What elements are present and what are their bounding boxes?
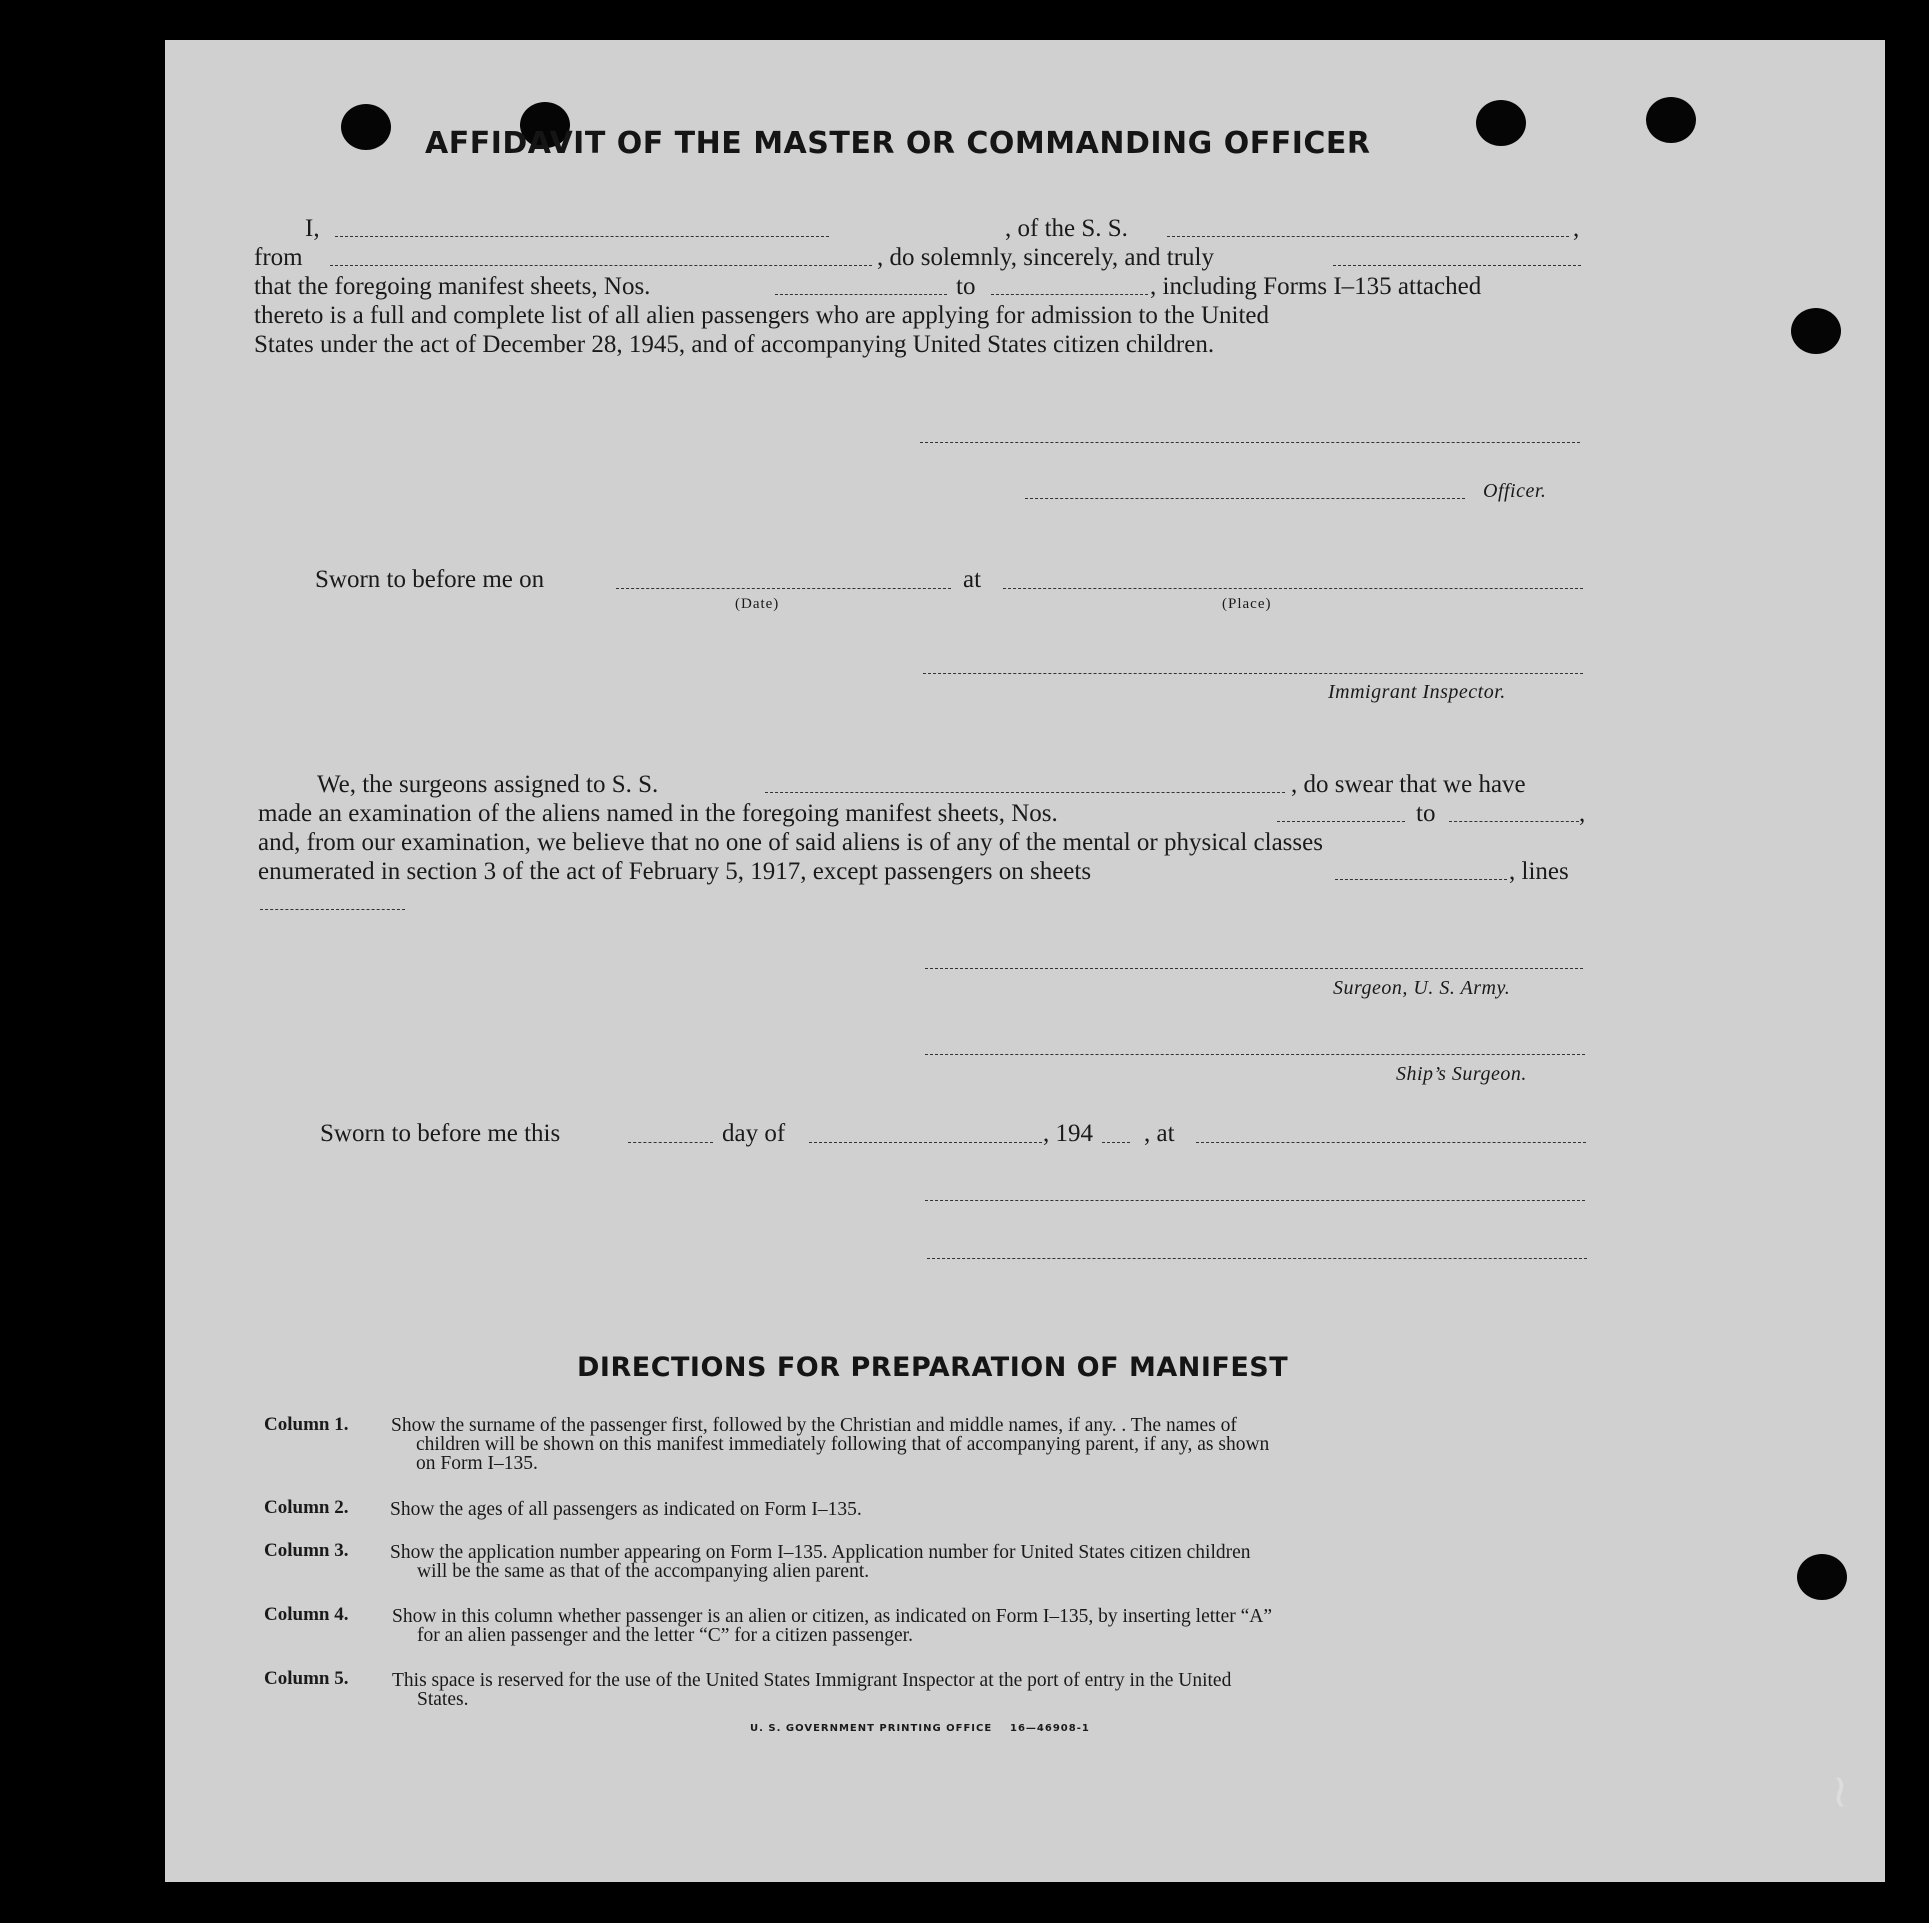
sworn-at-label: , at — [1144, 1120, 1175, 1147]
and-from-label: and, from our examination, we believe that no one of said aliens is of any of the mental or physical classes — [258, 829, 1323, 856]
sheets-from-field[interactable] — [775, 294, 947, 295]
ship-surgeon-caption: Ship’s Surgeon. — [1396, 1063, 1527, 1085]
exam-sheets-from-field[interactable] — [1277, 821, 1405, 822]
sheets-to-field[interactable] — [991, 294, 1148, 295]
column-3-line-1: Show the application number appearing on Form I–135. Application number for United States citizen children — [390, 1542, 1251, 1563]
ship-surgeon-signature-line[interactable] — [925, 1054, 1585, 1055]
column-2-label: Column 2. — [264, 1497, 349, 1518]
column-3-text — [390, 1543, 1251, 1581]
foregoing-label: that the foregoing manifest sheets, Nos. — [254, 273, 651, 300]
except-lines-field[interactable] — [260, 909, 405, 910]
punch-hole — [341, 104, 391, 150]
exam-comma: , — [1579, 800, 1586, 827]
to-label: to — [956, 273, 976, 300]
year-prefix-label: , 194 — [1043, 1120, 1093, 1147]
form-number-imprint: 16—46908-1 — [1010, 1723, 1090, 1734]
column-4-label: Column 4. — [264, 1604, 349, 1625]
we-surgeons-label: We, the surgeons assigned to S. S. — [317, 771, 659, 798]
punch-hole — [1797, 1554, 1847, 1600]
column-4-text — [392, 1607, 1272, 1645]
column-4-line-2: for an alien passenger and the letter “C” for a citizen passenger. — [417, 1625, 913, 1646]
column-1-line-2: children will be shown on this manifest immediately following that of accompanying parent, if any, as shown — [416, 1434, 1270, 1455]
sworn-place-field[interactable] — [1003, 588, 1583, 589]
column-5-label: Column 5. — [264, 1668, 349, 1689]
officer-caption: Officer. — [1483, 480, 1547, 502]
officiant-signature-line-1[interactable] — [925, 1200, 1585, 1201]
column-4-line-1: Show in this column whether passenger is an alien or citizen, as indicated on Form I–135, by inserting letter “A” — [392, 1606, 1272, 1627]
army-surgeon-signature-line[interactable] — [925, 968, 1583, 969]
inspector-signature-line[interactable] — [923, 673, 1583, 674]
sworn-this-label: Sworn to before me this — [320, 1120, 561, 1147]
sworn-day-field[interactable] — [628, 1142, 713, 1143]
officer-signature-line-2[interactable] — [1025, 498, 1465, 499]
column-1-line-1: Show the surname of the passenger first, followed by the Christian and middle names, if any. . The names of — [391, 1415, 1237, 1436]
place-caption: (Place) — [1222, 596, 1272, 612]
form-page — [165, 40, 1885, 1882]
column-3-line-2: will be the same as that of the accompanying alien parent. — [417, 1561, 870, 1582]
lines-label: , lines — [1509, 858, 1569, 885]
army-surgeon-caption: Surgeon, U. S. Army. — [1333, 977, 1511, 999]
column-5-line-1: This space is reserved for the use of the United States Immigrant Inspector at the port of entry in the United — [392, 1670, 1232, 1691]
punch-hole — [1476, 100, 1526, 146]
column-1-text — [391, 1416, 1269, 1473]
officiant-signature-line-2[interactable] — [927, 1258, 1587, 1259]
master-name-field[interactable] — [335, 236, 829, 237]
day-of-label: day of — [722, 1120, 786, 1147]
punch-hole — [1791, 308, 1841, 354]
i-label: I, — [305, 215, 320, 242]
from-label: from — [254, 244, 303, 271]
affidavit-line4: thereto is a full and complete list of all alien passengers who are applying for admission to the United — [254, 302, 1270, 329]
swear-label: , do swear that we have — [1291, 771, 1526, 798]
of-ss-label: , of the S. S. — [1005, 215, 1128, 242]
exam-sheets-to-field[interactable] — [1449, 821, 1579, 822]
at-label: at — [963, 566, 982, 593]
sworn-at-field[interactable] — [1196, 1142, 1586, 1143]
punch-hole — [1646, 97, 1696, 143]
surgeon-ship-field[interactable] — [765, 792, 1285, 793]
sworn-year-field[interactable] — [1102, 1142, 1130, 1143]
directions-title: DIRECTIONS FOR PREPARATION OF MANIFEST — [577, 1352, 1289, 1383]
margin-mark: ~ — [1814, 1772, 1869, 1812]
sworn-on-label: Sworn to before me on — [315, 566, 545, 593]
affidavit-title: AFFIDAVIT OF THE MASTER OR COMMANDING OFFICER — [425, 126, 1371, 161]
enumerated-label: enumerated in section 3 of the act of February 5, 1917, except passengers on sheets — [258, 858, 1092, 885]
sworn-date-field[interactable] — [616, 588, 951, 589]
solemnly-label: , do solemnly, sincerely, and truly — [877, 244, 1214, 271]
printing-office-imprint: U. S. GOVERNMENT PRINTING OFFICE — [750, 1723, 993, 1734]
date-caption: (Date) — [735, 596, 780, 612]
officer-signature-line-1[interactable] — [920, 442, 1580, 443]
column-2-text — [390, 1500, 862, 1519]
column-5-text — [392, 1671, 1231, 1709]
affidavit-line5: States under the act of December 28, 1945, and of accompanying United States citizen children. — [254, 331, 1215, 358]
ship-name-field[interactable] — [1167, 236, 1569, 237]
comma-label: , — [1573, 215, 1580, 242]
column-1-line-3: on Form I–135. — [416, 1453, 538, 1474]
inspector-caption: Immigrant Inspector. — [1328, 681, 1506, 703]
made-exam-label: made an examination of the aliens named in the foregoing manifest sheets, Nos. — [258, 800, 1058, 827]
sworn-month-field[interactable] — [809, 1142, 1042, 1143]
column-2-line-1: Show the ages of all passengers as indicated on Form I–135. — [390, 1499, 862, 1520]
including-label: , including Forms I–135 attached — [1150, 273, 1482, 300]
column-1-label: Column 1. — [264, 1414, 349, 1435]
except-sheets-field[interactable] — [1335, 879, 1507, 880]
column-3-label: Column 3. — [264, 1540, 349, 1561]
oath-field[interactable] — [1333, 265, 1581, 266]
exam-to-label: to — [1416, 800, 1436, 827]
column-5-line-2: States. — [417, 1689, 469, 1710]
port-from-field[interactable] — [330, 265, 872, 266]
